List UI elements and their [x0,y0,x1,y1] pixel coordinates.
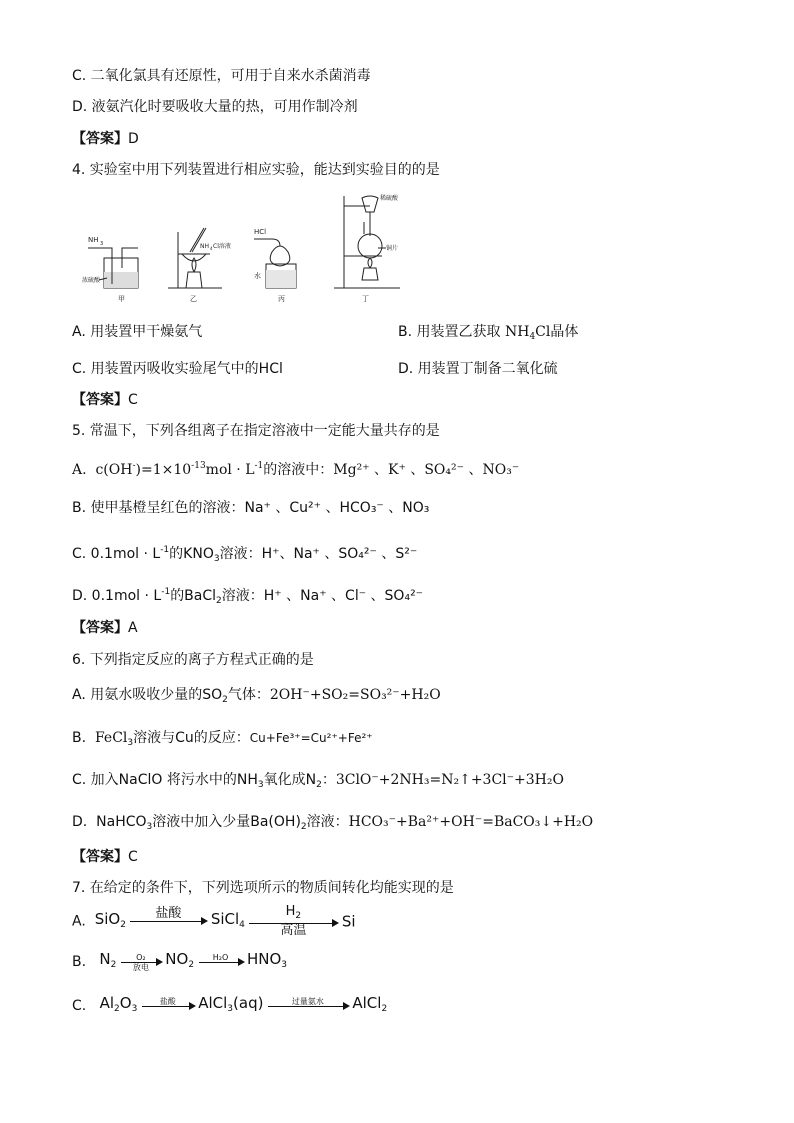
jia-gas-label: NH [88,236,99,244]
q4-option-d: D. 用装置丁制备二氧化硫 [398,361,558,377]
answer-label: 【答案】 [72,620,128,636]
q6-option-b: B. FeCl$_3$溶液与Cu的反应：Cu+Fe³⁺=Cu²⁺+Fe²⁺ [72,730,373,748]
apparatus-svg [82,192,412,304]
ding-metal-label: 铜片 [386,245,399,252]
q4-stem: 4. 实验室中用下列装置进行相应实验，能达到实验目的的是 [72,162,440,178]
apparatus-jia [82,236,138,303]
apparatus-ding [334,194,400,303]
answer-label: 【答案】 [72,849,128,865]
q7-option-a: A. SiO$_2$ 盐酸 SiCl$_4$ $H_2$ 高温 Si [72,904,356,938]
q5-option-a: A. $c(OH^-)=1\times 10^{-13}mol \cdot L^{-1}$的溶液中：Mg²⁺ 、K⁺ 、SO₄²⁻ 、NO₃⁻ [72,461,520,478]
arrow-a1: 盐酸 [130,907,206,936]
arrow-c2: 过量氨水 [268,997,348,1016]
q4-answer [72,390,138,410]
answer-label: 【答案】 [72,392,128,408]
q4-option-a: A. 用装置甲干燥氨气 [72,324,203,340]
answer-label: 【答案】 [72,131,128,147]
ding-label: 丁 [362,295,369,303]
answer-value: C [128,392,138,408]
nh4cl-formula: $NH_4Cl$ [504,324,551,342]
bing-water-label: 水 [254,272,261,280]
svg-text:Cl溶液: Cl溶液 [213,243,231,250]
q7-option-b: B. $N_2$ O₂ 放电 $NO_2$ H₂O $HNO_3$ [72,950,288,972]
arrow-b2: H₂O [199,953,243,972]
q5-option-b: B. 使甲基橙呈红色的溶液：Na⁺ 、Cu²⁺ 、HCO₃⁻ 、NO₃ [72,500,430,516]
q3-answer [72,129,139,149]
q4-option-c: C. 用装置丙吸收实验尾气中的HCl [72,361,283,377]
jia-label: 甲 [118,295,125,303]
bing-label: 丙 [278,295,285,303]
yi-label: 乙 [190,295,197,303]
q3-option-c: C. 二氧化氯具有还原性，可用于自来水杀菌消毒 [72,68,371,84]
answer-value: A [128,620,138,636]
yi-solution-label: NH [200,243,209,250]
q5-option-c: C. $0.1mol \cdot L^{-1}$的$KNO_3$溶液：H⁺、Na⁺ 、SO₄²⁻ 、S²⁻ [72,545,418,564]
answer-value: D [128,131,139,147]
q6-option-a: A. 用氨水吸收少量的$SO_2$气体：2OH⁻+SO₂=SO₃²⁻+H₂O [72,687,441,705]
q4-option-b-tail: 晶体 [550,324,579,340]
ding-acid-label: 稀硫酸 [380,195,399,202]
apparatus-bing [254,228,296,303]
arrow-c1: 盐酸 [142,997,194,1016]
q7-stem: 7. 在给定的条件下，下列选项所示的物质间转化均能实现的是 [72,880,454,896]
svg-text:3: 3 [100,241,104,247]
q5-option-d: D. $0.1mol \cdot L^{-1}$的BaCl$_2$溶液：H⁺ 、Na⁺ 、Cl⁻ 、SO₄²⁻ [72,587,424,606]
q6-option-d: D. NaHCO$_3$溶液中加入少量$Ba(OH)_2$溶液：HCO₃⁻+Ba²⁺+OH⁻=BaCO₃↓+H₂O [72,814,594,832]
arrow-a2: $H_2$ 高温 [249,905,337,938]
q4-option-b-text: B. 用装置乙获取 [398,324,501,340]
bing-gas-label: HCl [254,228,267,236]
q5-stem: 5. 常温下，下列各组离子在指定溶液中一定能大量共存的是 [72,423,440,439]
q4-apparatus-figure [82,192,412,304]
q3-option-d: D. 液氨汽化时要吸收大量的热，可用作制冷剂 [72,99,358,115]
arrow-b1: O₂ 放电 [121,953,161,972]
q6-option-c: C. 加入NaClO 将污水中的$NH_3$氧化成$N_2$：3ClO⁻+2NH₃=N₂↑+3Cl⁻+3H₂O [72,772,564,790]
q5-answer [72,618,138,638]
q6-stem: 6. 下列指定反应的离子方程式正确的是 [72,652,314,668]
q7-option-c: C. $Al_2O_3$ 盐酸 AlCl$_3$(aq) 过量氨水 AlCl$_2$ [72,994,388,1014]
apparatus-yi [168,228,231,303]
q4-option-b [398,322,578,347]
answer-value: C [128,849,138,865]
q6-answer [72,847,138,867]
svg-text:4: 4 [210,246,213,251]
jia-reagent-label: 浓硫酸 [82,277,101,284]
